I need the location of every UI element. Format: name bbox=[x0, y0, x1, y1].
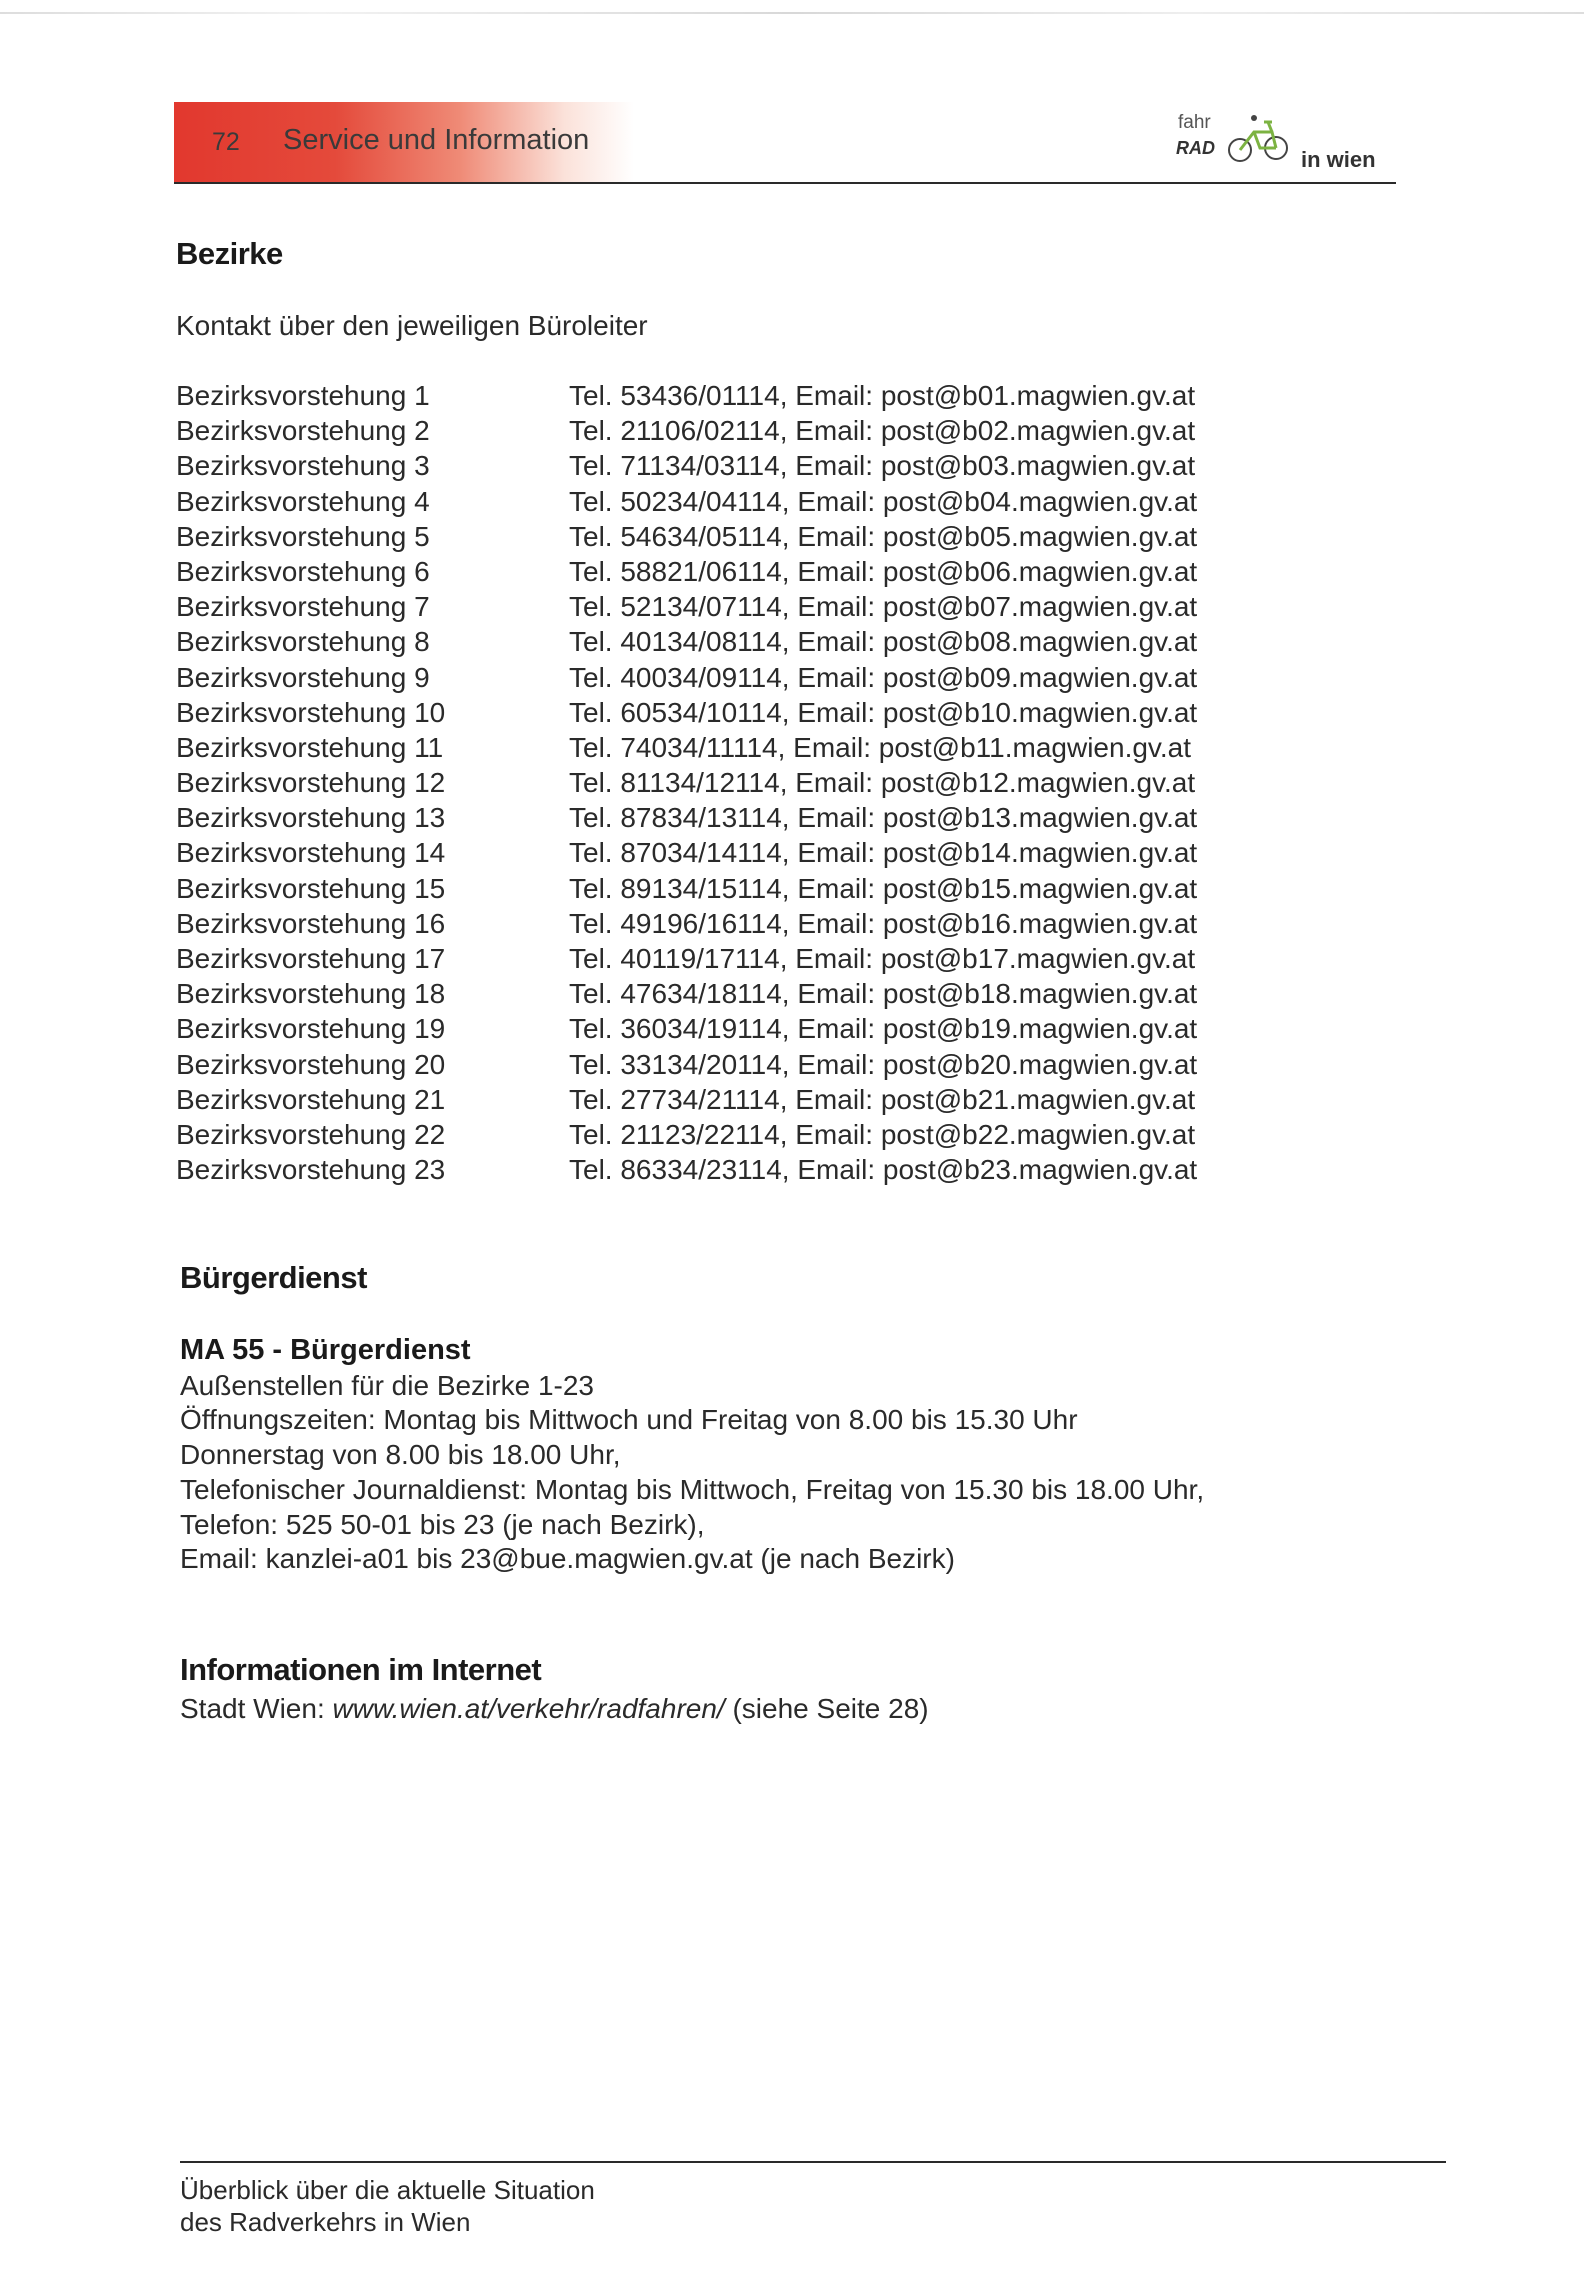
district-contact: Tel. 21106/02114, Email: post@b02.magwien.gv.at bbox=[569, 415, 1196, 447]
footer-line-1: Überblick über die aktuelle Situation bbox=[180, 2175, 595, 2205]
footer-line-2: des Radverkehrs in Wien bbox=[180, 2207, 471, 2237]
district-contact: Tel. 52134/07114, Email: post@b07.magwien.gv.at bbox=[569, 591, 1198, 623]
bicycle-icon bbox=[1224, 108, 1296, 168]
list-item bbox=[176, 765, 1296, 800]
internet-prefix: Stadt Wien: bbox=[180, 1693, 333, 1724]
district-name: Bezirksvorstehung 19 bbox=[176, 1013, 446, 1045]
list-item bbox=[176, 1011, 1296, 1046]
list-item bbox=[176, 1117, 1296, 1152]
district-name: Bezirksvorstehung 17 bbox=[176, 943, 446, 974]
district-name: Bezirksvorstehung 16 bbox=[176, 907, 446, 939]
list-item bbox=[176, 589, 1296, 624]
list-item bbox=[176, 660, 1296, 695]
district-contact: Tel. 89134/15114, Email: post@b15.magwien.gv.at bbox=[569, 872, 1198, 904]
header-title: Service und Information bbox=[283, 124, 590, 156]
district-contact: Tel. 49196/16114, Email: post@b16.magwien.gv.at bbox=[569, 907, 1198, 939]
district-name: Bezirksvorstehung 7 bbox=[176, 591, 430, 623]
district-name: Bezirksvorstehung 1 bbox=[176, 380, 430, 411]
district-name: Bezirksvorstehung 9 bbox=[176, 661, 430, 693]
district-name: Bezirksvorstehung 23 bbox=[176, 1154, 446, 1186]
district-contact: Tel. 81134/12114, Email: post@b12.magwien.gv.at bbox=[569, 767, 1196, 799]
list-item bbox=[176, 871, 1296, 906]
district-contact: Tel. 21123/22114, Email: post@b22.magwien.gv.at bbox=[569, 1118, 1196, 1150]
district-contact: Tel. 36034/19114, Email: post@b19.magwien.gv.at bbox=[569, 1013, 1198, 1045]
district-name: Bezirksvorstehung 18 bbox=[176, 978, 446, 1010]
list-item bbox=[176, 941, 1296, 976]
buergerdienst-line: Telefon: 525 50-01 bis 23 (je nach Bezirk), bbox=[180, 1509, 705, 1540]
bezirke-intro: Kontakt über den jeweiligen Büroleiter bbox=[176, 310, 648, 341]
district-name: Bezirksvorstehung 5 bbox=[176, 520, 430, 552]
district-name: Bezirksvorstehung 10 bbox=[176, 696, 446, 728]
list-item bbox=[176, 1047, 1296, 1082]
buergerdienst-line: Außenstellen für die Bezirke 1-23 bbox=[180, 1370, 594, 1401]
district-contact: Tel. 87834/13114, Email: post@b13.magwien.gv.at bbox=[569, 802, 1198, 834]
district-name: Bezirksvorstehung 6 bbox=[176, 555, 430, 587]
buergerdienst-line: Donnerstag von 8.00 bis 18.00 Uhr, bbox=[180, 1439, 621, 1470]
district-name: Bezirksvorstehung 20 bbox=[176, 1048, 446, 1080]
logo-text-rad: RAD bbox=[1176, 138, 1215, 158]
district-contact: Tel. 54634/05114, Email: post@b05.magwien.gv.at bbox=[569, 520, 1198, 552]
district-contact: Tel. 87034/14114, Email: post@b14.magwien.gv.at bbox=[569, 837, 1198, 869]
list-item bbox=[176, 695, 1296, 730]
district-contact: Tel. 27734/21114, Email: post@b21.magwien.gv.at bbox=[569, 1083, 1196, 1115]
district-name: Bezirksvorstehung 3 bbox=[176, 450, 430, 482]
district-contact: Tel. 50234/04114, Email: post@b04.magwien.gv.at bbox=[569, 485, 1198, 517]
district-contact: Tel. 40034/09114, Email: post@b09.magwien.gv.at bbox=[569, 661, 1198, 693]
fahrrad-logo bbox=[1176, 104, 1296, 172]
stadt-wien-link[interactable]: www.wien.at/verkehr/radfahren/ bbox=[332, 1693, 725, 1724]
buergerdienst-heading: Bürgerdienst bbox=[180, 1260, 367, 1295]
buergerdienst-line: Telefonischer Journaldienst: Montag bis Mittwoch, Freitag von 15.30 bis 18.00 Uhr, bbox=[180, 1474, 1205, 1505]
district-name: Bezirksvorstehung 15 bbox=[176, 872, 446, 904]
district-contact: Tel. 60534/10114, Email: post@b10.magwien.gv.at bbox=[569, 696, 1198, 728]
district-name: Bezirksvorstehung 22 bbox=[176, 1118, 446, 1150]
scan-edge-line bbox=[0, 12, 1584, 14]
district-name: Bezirksvorstehung 8 bbox=[176, 626, 430, 658]
list-item bbox=[176, 1152, 1296, 1187]
list-item bbox=[176, 448, 1296, 483]
list-item bbox=[176, 519, 1296, 554]
district-list bbox=[176, 378, 1296, 1187]
list-item bbox=[176, 1082, 1296, 1117]
district-contact: Tel. 40119/17114, Email: post@b17.magwien.gv.at bbox=[569, 943, 1196, 974]
list-item bbox=[176, 906, 1296, 941]
district-contact: Tel. 47634/18114, Email: post@b18.magwien.gv.at bbox=[569, 978, 1198, 1010]
list-item bbox=[176, 378, 1296, 413]
list-item bbox=[176, 413, 1296, 448]
district-contact: Tel. 74034/11114, Email: post@b11.magwien.gv.at bbox=[569, 731, 1191, 763]
district-name: Bezirksvorstehung 2 bbox=[176, 415, 430, 447]
district-contact: Tel. 53436/01114, Email: post@b01.magwien.gv.at bbox=[569, 380, 1196, 411]
district-contact: Tel. 86334/23114, Email: post@b23.magwien.gv.at bbox=[569, 1154, 1198, 1186]
district-contact: Tel. 40134/08114, Email: post@b08.magwien.gv.at bbox=[569, 626, 1198, 658]
header-divider bbox=[174, 182, 1396, 184]
district-name: Bezirksvorstehung 11 bbox=[176, 731, 444, 763]
list-item bbox=[176, 484, 1296, 519]
internet-line bbox=[180, 1693, 929, 1725]
internet-heading: Informationen im Internet bbox=[180, 1652, 542, 1687]
list-item bbox=[176, 976, 1296, 1011]
district-name: Bezirksvorstehung 21 bbox=[176, 1083, 446, 1115]
ma55-subheading: MA 55 - Bürgerdienst bbox=[180, 1334, 471, 1366]
list-item bbox=[176, 800, 1296, 835]
district-name: Bezirksvorstehung 14 bbox=[176, 837, 446, 869]
buergerdienst-line: Öffnungszeiten: Montag bis Mittwoch und Freitag von 8.00 bis 15.30 Uhr bbox=[180, 1404, 1078, 1435]
district-contact: Tel. 58821/06114, Email: post@b06.magwien.gv.at bbox=[569, 555, 1198, 587]
list-item bbox=[176, 624, 1296, 659]
district-contact: Tel. 33134/20114, Email: post@b20.magwien.gv.at bbox=[569, 1048, 1198, 1080]
bezirke-heading: Bezirke bbox=[176, 236, 283, 271]
logo-text-fahr: fahr bbox=[1178, 112, 1211, 133]
buergerdienst-line: Email: kanzlei-a01 bis 23@bue.magwien.gv.at (je nach Bezirk) bbox=[180, 1543, 955, 1574]
district-name: Bezirksvorstehung 12 bbox=[176, 767, 446, 799]
list-item bbox=[176, 835, 1296, 870]
internet-suffix: (siehe Seite 28) bbox=[724, 1693, 929, 1724]
logo-suffix: in wien bbox=[1301, 147, 1376, 172]
page-number: 72 bbox=[212, 128, 240, 156]
district-contact: Tel. 71134/03114, Email: post@b03.magwien.gv.at bbox=[569, 450, 1196, 482]
list-item bbox=[176, 730, 1296, 765]
footer-divider bbox=[180, 2161, 1446, 2163]
list-item bbox=[176, 554, 1296, 589]
district-name: Bezirksvorstehung 4 bbox=[176, 485, 430, 517]
district-name: Bezirksvorstehung 13 bbox=[176, 802, 446, 834]
